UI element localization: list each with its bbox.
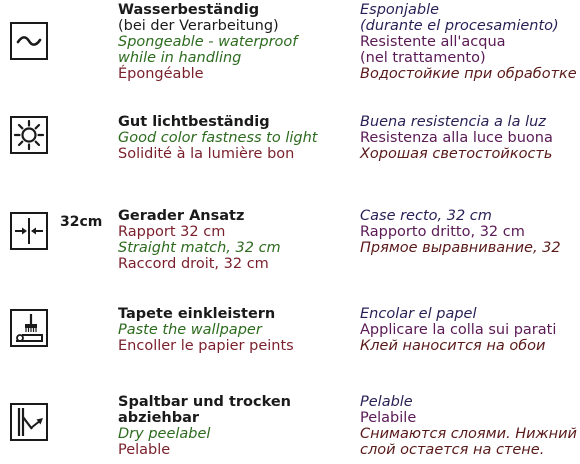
text-line: Spongeable - waterproof <box>118 34 298 50</box>
description-left <box>118 114 354 162</box>
straight-match-icon <box>10 212 48 250</box>
text-line: Pelabile <box>360 410 417 426</box>
text-line: Снимаются слоями. Нижний <box>360 426 577 442</box>
text-line: Épongéable <box>118 66 204 82</box>
description-right <box>360 114 580 162</box>
text-line: Dry peelabel <box>118 426 211 442</box>
text-line: (bei der Verarbeitung) <box>118 18 279 34</box>
text-line: Encoller le papier peints <box>118 338 294 354</box>
text-line: Клей наносится на обои <box>360 338 546 354</box>
description-left <box>118 306 354 354</box>
wave-icon <box>10 22 48 60</box>
text-line: Tapete einkleistern <box>118 306 276 322</box>
sun-icon <box>10 116 48 154</box>
text-line: Buena resistencia a la luz <box>360 114 546 130</box>
description-right <box>360 394 580 458</box>
text-line: слой остается на стене. <box>360 442 545 458</box>
text-line: Pelable <box>118 442 171 458</box>
text-line: while in handling <box>118 50 242 66</box>
repeat-size-label: 32cm <box>60 214 103 230</box>
text-line: Wasserbeständig <box>118 2 260 18</box>
text-line: Good color fastness to light <box>118 130 318 146</box>
text-line: Rapport 32 cm <box>118 224 226 240</box>
text-line: Spaltbar und trocken <box>118 394 291 410</box>
text-line: Resistenza alla luce buona <box>360 130 553 146</box>
text-line: Esponjable <box>360 2 440 18</box>
paste-wallpaper-icon <box>10 309 48 347</box>
description-right <box>360 2 580 82</box>
text-line: Gerader Ansatz <box>118 208 245 224</box>
text-line: Solidité à la lumière bon <box>118 146 295 162</box>
text-line: (nel trattamento) <box>360 50 486 66</box>
text-line: Gut lichtbeständig <box>118 114 270 130</box>
text-line: (durante el procesamiento) <box>360 18 559 34</box>
text-line: Прямое выравнивание, 32 <box>360 240 561 256</box>
text-line: Rapporto dritto, 32 cm <box>360 224 525 240</box>
text-line: Raccord droit, 32 cm <box>118 256 269 272</box>
text-line: Resistente all'acqua <box>360 34 506 50</box>
text-line: abziehbar <box>118 410 200 426</box>
description-left <box>118 208 354 272</box>
text-line: Водостойкие при обработке <box>360 66 577 82</box>
text-line: Applicare la colla sui parati <box>360 322 557 338</box>
text-line: Encolar el papel <box>360 306 477 322</box>
description-left <box>118 2 354 82</box>
description-right <box>360 306 580 354</box>
text-line: Хорошая светостойкость <box>360 146 553 162</box>
peelable-icon <box>10 403 48 441</box>
text-line: Paste the wallpaper <box>118 322 262 338</box>
text-line: Pelable <box>360 394 413 410</box>
description-right <box>360 208 580 256</box>
text-line: Straight match, 32 cm <box>118 240 281 256</box>
description-left <box>118 394 354 458</box>
text-line: Case recto, 32 cm <box>360 208 492 224</box>
